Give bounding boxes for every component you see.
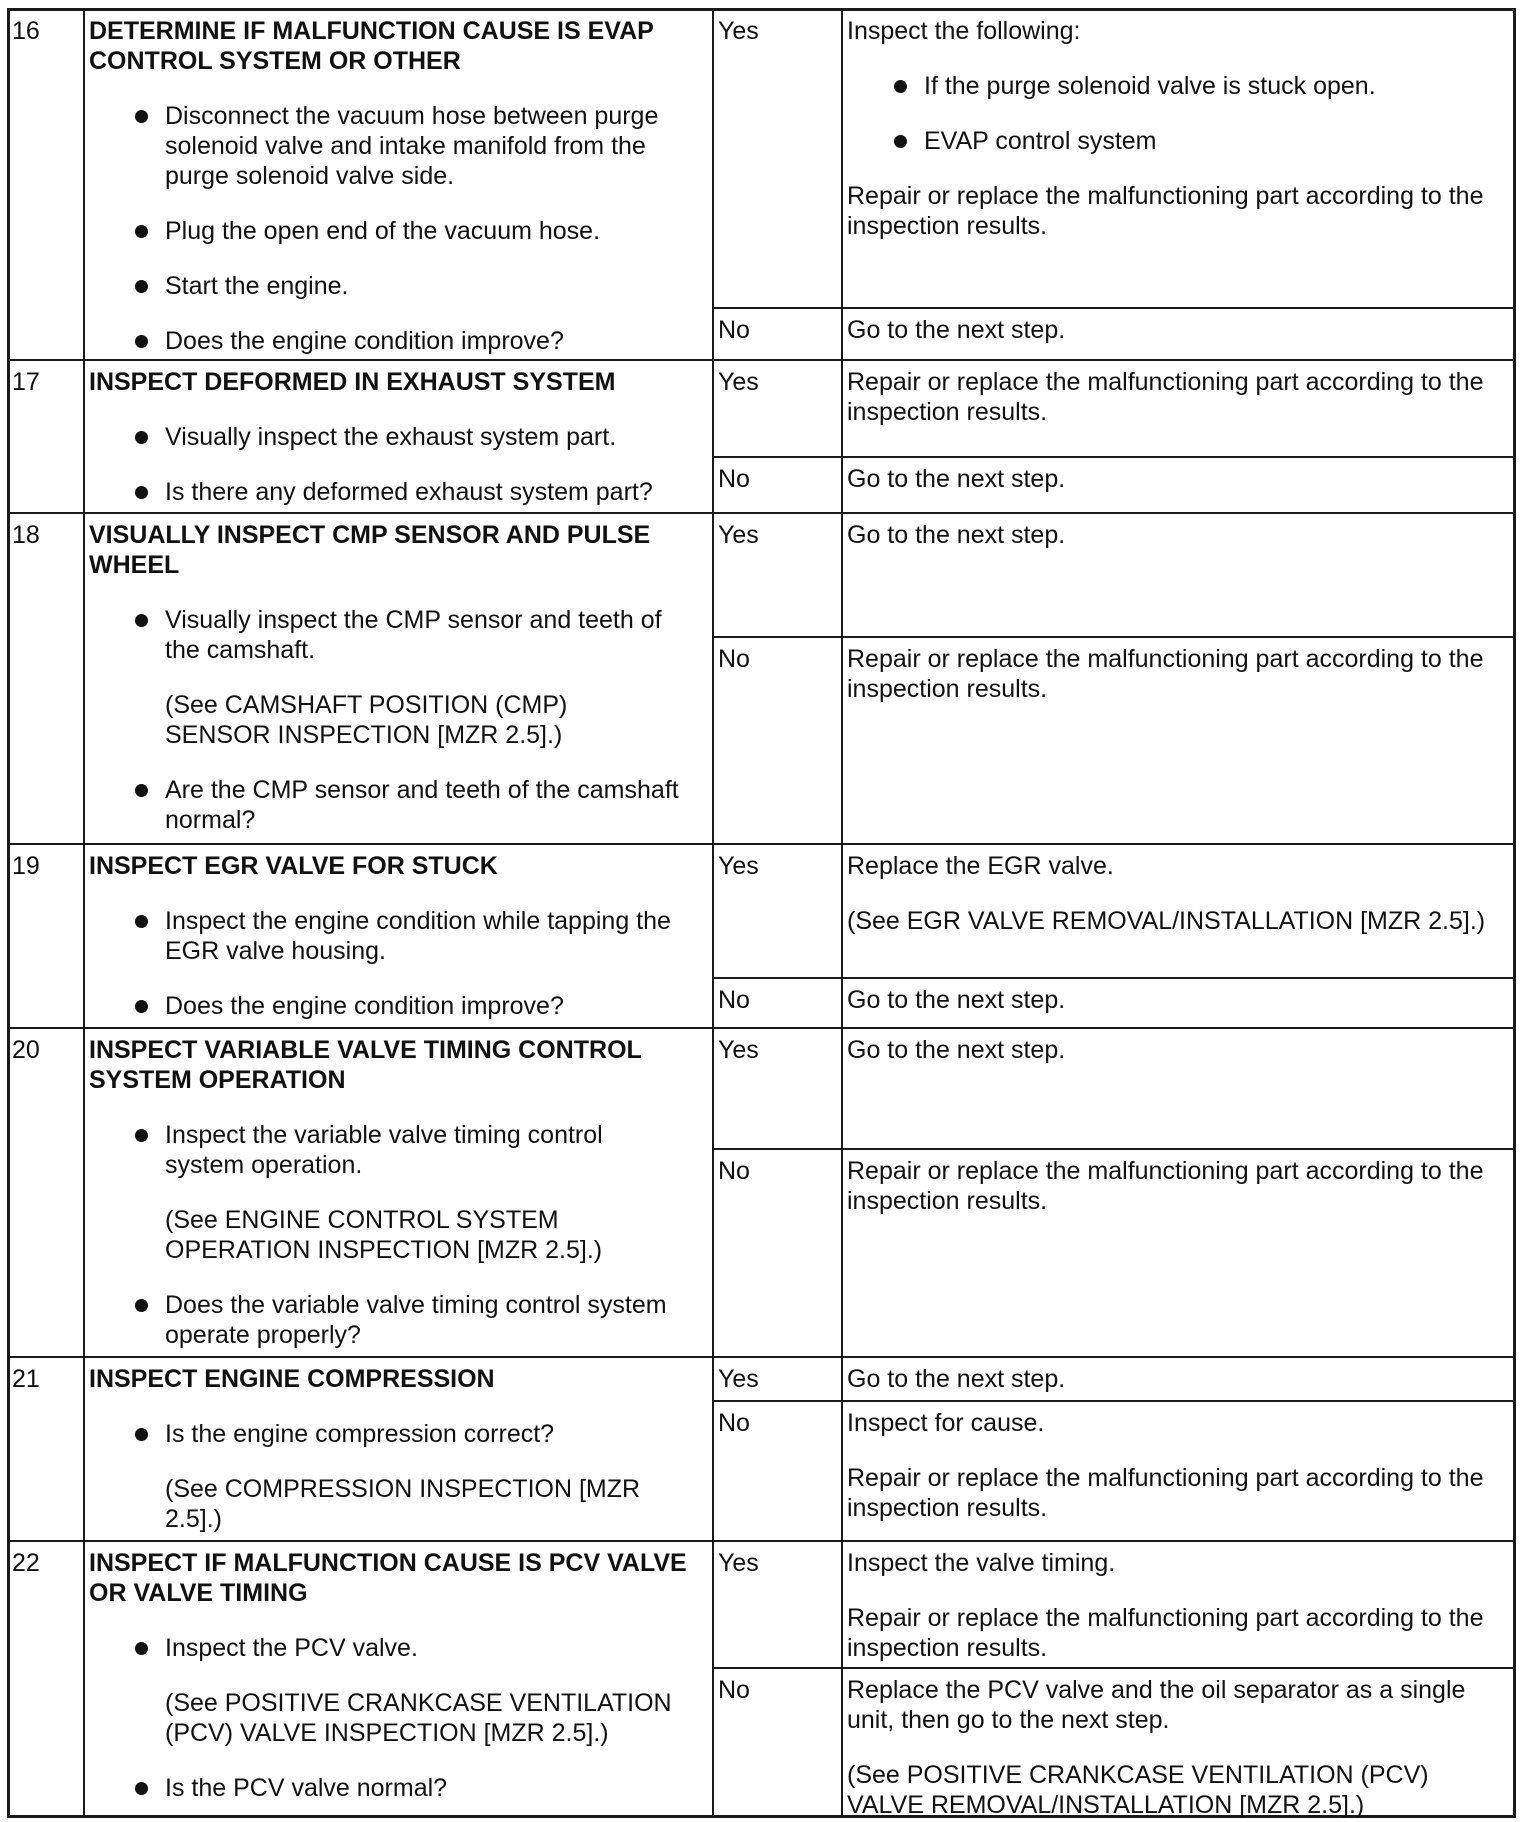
answer-no: No bbox=[718, 465, 750, 493]
action-text: Is the PCV valve normal? bbox=[165, 1774, 448, 1802]
table-border-top bbox=[7, 8, 1513, 11]
bullet-icon bbox=[135, 1000, 148, 1013]
action-text: purge solenoid valve side. bbox=[165, 162, 455, 190]
row-divider bbox=[7, 1027, 1513, 1029]
column-divider-action bbox=[841, 8, 843, 1815]
action-text: Does the engine condition improve? bbox=[165, 327, 564, 355]
bullet-icon bbox=[135, 1782, 148, 1795]
bullet-icon bbox=[135, 1299, 148, 1312]
bullet-icon bbox=[135, 1129, 148, 1142]
yes-no-divider bbox=[712, 1400, 1513, 1402]
action-text: Visually inspect the CMP sensor and teeth of bbox=[165, 606, 662, 634]
result-action: Go to the next step. bbox=[847, 1036, 1066, 1064]
answer-yes: Yes bbox=[718, 1549, 759, 1577]
result-action: inspection results. bbox=[847, 1187, 1048, 1215]
step-number: 19 bbox=[12, 852, 40, 880]
bullet-icon bbox=[135, 110, 148, 123]
bullet-icon bbox=[135, 486, 148, 499]
action-text: operate properly? bbox=[165, 1321, 361, 1349]
table-border-left bbox=[7, 8, 10, 1818]
bullet-icon bbox=[135, 915, 148, 928]
result-action: inspection results. bbox=[847, 398, 1048, 426]
step-title: INSPECT VARIABLE VALVE TIMING CONTROL bbox=[89, 1036, 642, 1064]
yes-no-divider bbox=[712, 307, 1513, 309]
step-number: 21 bbox=[12, 1365, 40, 1393]
step-title: WHEEL bbox=[89, 551, 180, 579]
yes-no-divider bbox=[712, 636, 1513, 638]
yes-no-divider bbox=[712, 977, 1513, 979]
result-item: If the purge solenoid valve is stuck open. bbox=[924, 72, 1376, 100]
bullet-icon bbox=[135, 431, 148, 444]
answer-yes: Yes bbox=[718, 368, 759, 396]
action-text: Does the engine condition improve? bbox=[165, 992, 564, 1020]
result-action: Repair or replace the malfunctioning part according to the bbox=[847, 182, 1484, 210]
answer-no: No bbox=[718, 316, 750, 344]
action-text: solenoid valve and intake manifold from the bbox=[165, 132, 646, 160]
result-reference: inspection results. bbox=[847, 1634, 1048, 1662]
step-number: 17 bbox=[12, 368, 40, 396]
reference-text: SENSOR INSPECTION [MZR 2.5].) bbox=[165, 721, 563, 749]
action-text: EGR valve housing. bbox=[165, 937, 386, 965]
reference-text: (See CAMSHAFT POSITION (CMP) bbox=[165, 691, 568, 719]
answer-yes: Yes bbox=[718, 17, 759, 45]
step-number: 16 bbox=[12, 17, 40, 45]
action-text: Is the engine compression correct? bbox=[165, 1420, 555, 1448]
answer-yes: Yes bbox=[718, 1036, 759, 1064]
result-action: Go to the next step. bbox=[847, 465, 1066, 493]
action-text: Start the engine. bbox=[165, 272, 349, 300]
bullet-icon bbox=[135, 225, 148, 238]
result-action: inspection results. bbox=[847, 212, 1048, 240]
step-title: INSPECT DEFORMED IN EXHAUST SYSTEM bbox=[89, 368, 616, 396]
yes-no-divider bbox=[712, 1148, 1513, 1150]
step-title: DETERMINE IF MALFUNCTION CAUSE IS EVAP bbox=[89, 17, 654, 45]
reference-text: 2.5].) bbox=[165, 1505, 222, 1533]
result-action: Inspect the following: bbox=[847, 17, 1081, 45]
step-title: INSPECT ENGINE COMPRESSION bbox=[89, 1365, 495, 1393]
bullet-icon bbox=[135, 784, 148, 797]
action-text: Is there any deformed exhaust system part? bbox=[165, 478, 653, 506]
step-number: 22 bbox=[12, 1549, 40, 1577]
result-action: Repair or replace the malfunctioning part according to the bbox=[847, 645, 1484, 673]
result-action: Replace the PCV valve and the oil separator as a single bbox=[847, 1676, 1466, 1704]
action-text: Are the CMP sensor and teeth of the camshaft bbox=[165, 776, 679, 804]
action-text: Inspect the PCV valve. bbox=[165, 1634, 418, 1662]
bullet-icon bbox=[135, 1642, 148, 1655]
result-action: Inspect the valve timing. bbox=[847, 1549, 1116, 1577]
result-item: EVAP control system bbox=[924, 127, 1157, 155]
bullet-icon bbox=[135, 614, 148, 627]
bullet-icon bbox=[135, 1428, 148, 1441]
action-text: normal? bbox=[165, 806, 256, 834]
yes-no-divider bbox=[712, 456, 1513, 458]
result-action: Go to the next step. bbox=[847, 1365, 1066, 1393]
action-text: the camshaft. bbox=[165, 636, 316, 664]
table-border-right bbox=[1513, 8, 1516, 1818]
reference-text: (See ENGINE CONTROL SYSTEM bbox=[165, 1206, 559, 1234]
column-divider-step bbox=[83, 8, 85, 1815]
result-reference: VALVE REMOVAL/INSTALLATION [MZR 2.5].) bbox=[847, 1791, 1365, 1819]
result-action: Replace the EGR valve. bbox=[847, 852, 1114, 880]
step-title: CONTROL SYSTEM OR OTHER bbox=[89, 47, 461, 75]
action-text: system operation. bbox=[165, 1151, 363, 1179]
result-action: Go to the next step. bbox=[847, 986, 1066, 1014]
result-action: Repair or replace the malfunctioning part according to the bbox=[847, 368, 1484, 396]
action-text: Plug the open end of the vacuum hose. bbox=[165, 217, 601, 245]
row-divider bbox=[7, 1356, 1513, 1358]
bullet-icon bbox=[894, 80, 907, 93]
step-title: INSPECT IF MALFUNCTION CAUSE IS PCV VALVE bbox=[89, 1549, 687, 1577]
answer-no: No bbox=[718, 1157, 750, 1185]
row-divider bbox=[7, 359, 1513, 361]
bullet-icon bbox=[135, 335, 148, 348]
result-action: Go to the next step. bbox=[847, 316, 1066, 344]
step-number: 20 bbox=[12, 1036, 40, 1064]
answer-no: No bbox=[718, 986, 750, 1014]
result-reference: Repair or replace the malfunctioning part according to the bbox=[847, 1464, 1484, 1492]
step-number: 18 bbox=[12, 521, 40, 549]
answer-no: No bbox=[718, 1409, 750, 1437]
result-reference: Repair or replace the malfunctioning part according to the bbox=[847, 1604, 1484, 1632]
result-reference: (See EGR VALVE REMOVAL/INSTALLATION [MZR 2.5].) bbox=[847, 907, 1486, 935]
row-divider bbox=[7, 1540, 1513, 1542]
column-divider-answer bbox=[712, 8, 714, 1815]
yes-no-divider bbox=[712, 1667, 1513, 1669]
result-action: Repair or replace the malfunctioning part according to the bbox=[847, 1157, 1484, 1185]
reference-text: (See POSITIVE CRANKCASE VENTILATION bbox=[165, 1689, 672, 1717]
action-text: Disconnect the vacuum hose between purge bbox=[165, 102, 659, 130]
action-text: Does the variable valve timing control system bbox=[165, 1291, 667, 1319]
bullet-icon bbox=[894, 135, 907, 148]
step-title: VISUALLY INSPECT CMP SENSOR AND PULSE bbox=[89, 521, 651, 549]
action-text: Visually inspect the exhaust system part. bbox=[165, 423, 617, 451]
result-action: Go to the next step. bbox=[847, 521, 1066, 549]
result-action: unit, then go to the next step. bbox=[847, 1706, 1170, 1734]
step-title: OR VALVE TIMING bbox=[89, 1579, 308, 1607]
answer-yes: Yes bbox=[718, 852, 759, 880]
step-title: SYSTEM OPERATION bbox=[89, 1066, 346, 1094]
result-reference: inspection results. bbox=[847, 1494, 1048, 1522]
row-divider bbox=[7, 843, 1513, 845]
reference-text: (PCV) VALVE INSPECTION [MZR 2.5].) bbox=[165, 1719, 609, 1747]
row-divider bbox=[7, 512, 1513, 514]
answer-yes: Yes bbox=[718, 521, 759, 549]
answer-no: No bbox=[718, 645, 750, 673]
step-title: INSPECT EGR VALVE FOR STUCK bbox=[89, 852, 498, 880]
result-reference: (See POSITIVE CRANKCASE VENTILATION (PCV) bbox=[847, 1761, 1429, 1789]
action-text: Inspect the engine condition while tapping the bbox=[165, 907, 671, 935]
answer-no: No bbox=[718, 1676, 750, 1704]
reference-text: OPERATION INSPECTION [MZR 2.5].) bbox=[165, 1236, 603, 1264]
result-action: Inspect for cause. bbox=[847, 1409, 1045, 1437]
result-action: inspection results. bbox=[847, 675, 1048, 703]
action-text: Inspect the variable valve timing control bbox=[165, 1121, 603, 1149]
answer-yes: Yes bbox=[718, 1365, 759, 1393]
bullet-icon bbox=[135, 280, 148, 293]
reference-text: (See COMPRESSION INSPECTION [MZR bbox=[165, 1475, 641, 1503]
